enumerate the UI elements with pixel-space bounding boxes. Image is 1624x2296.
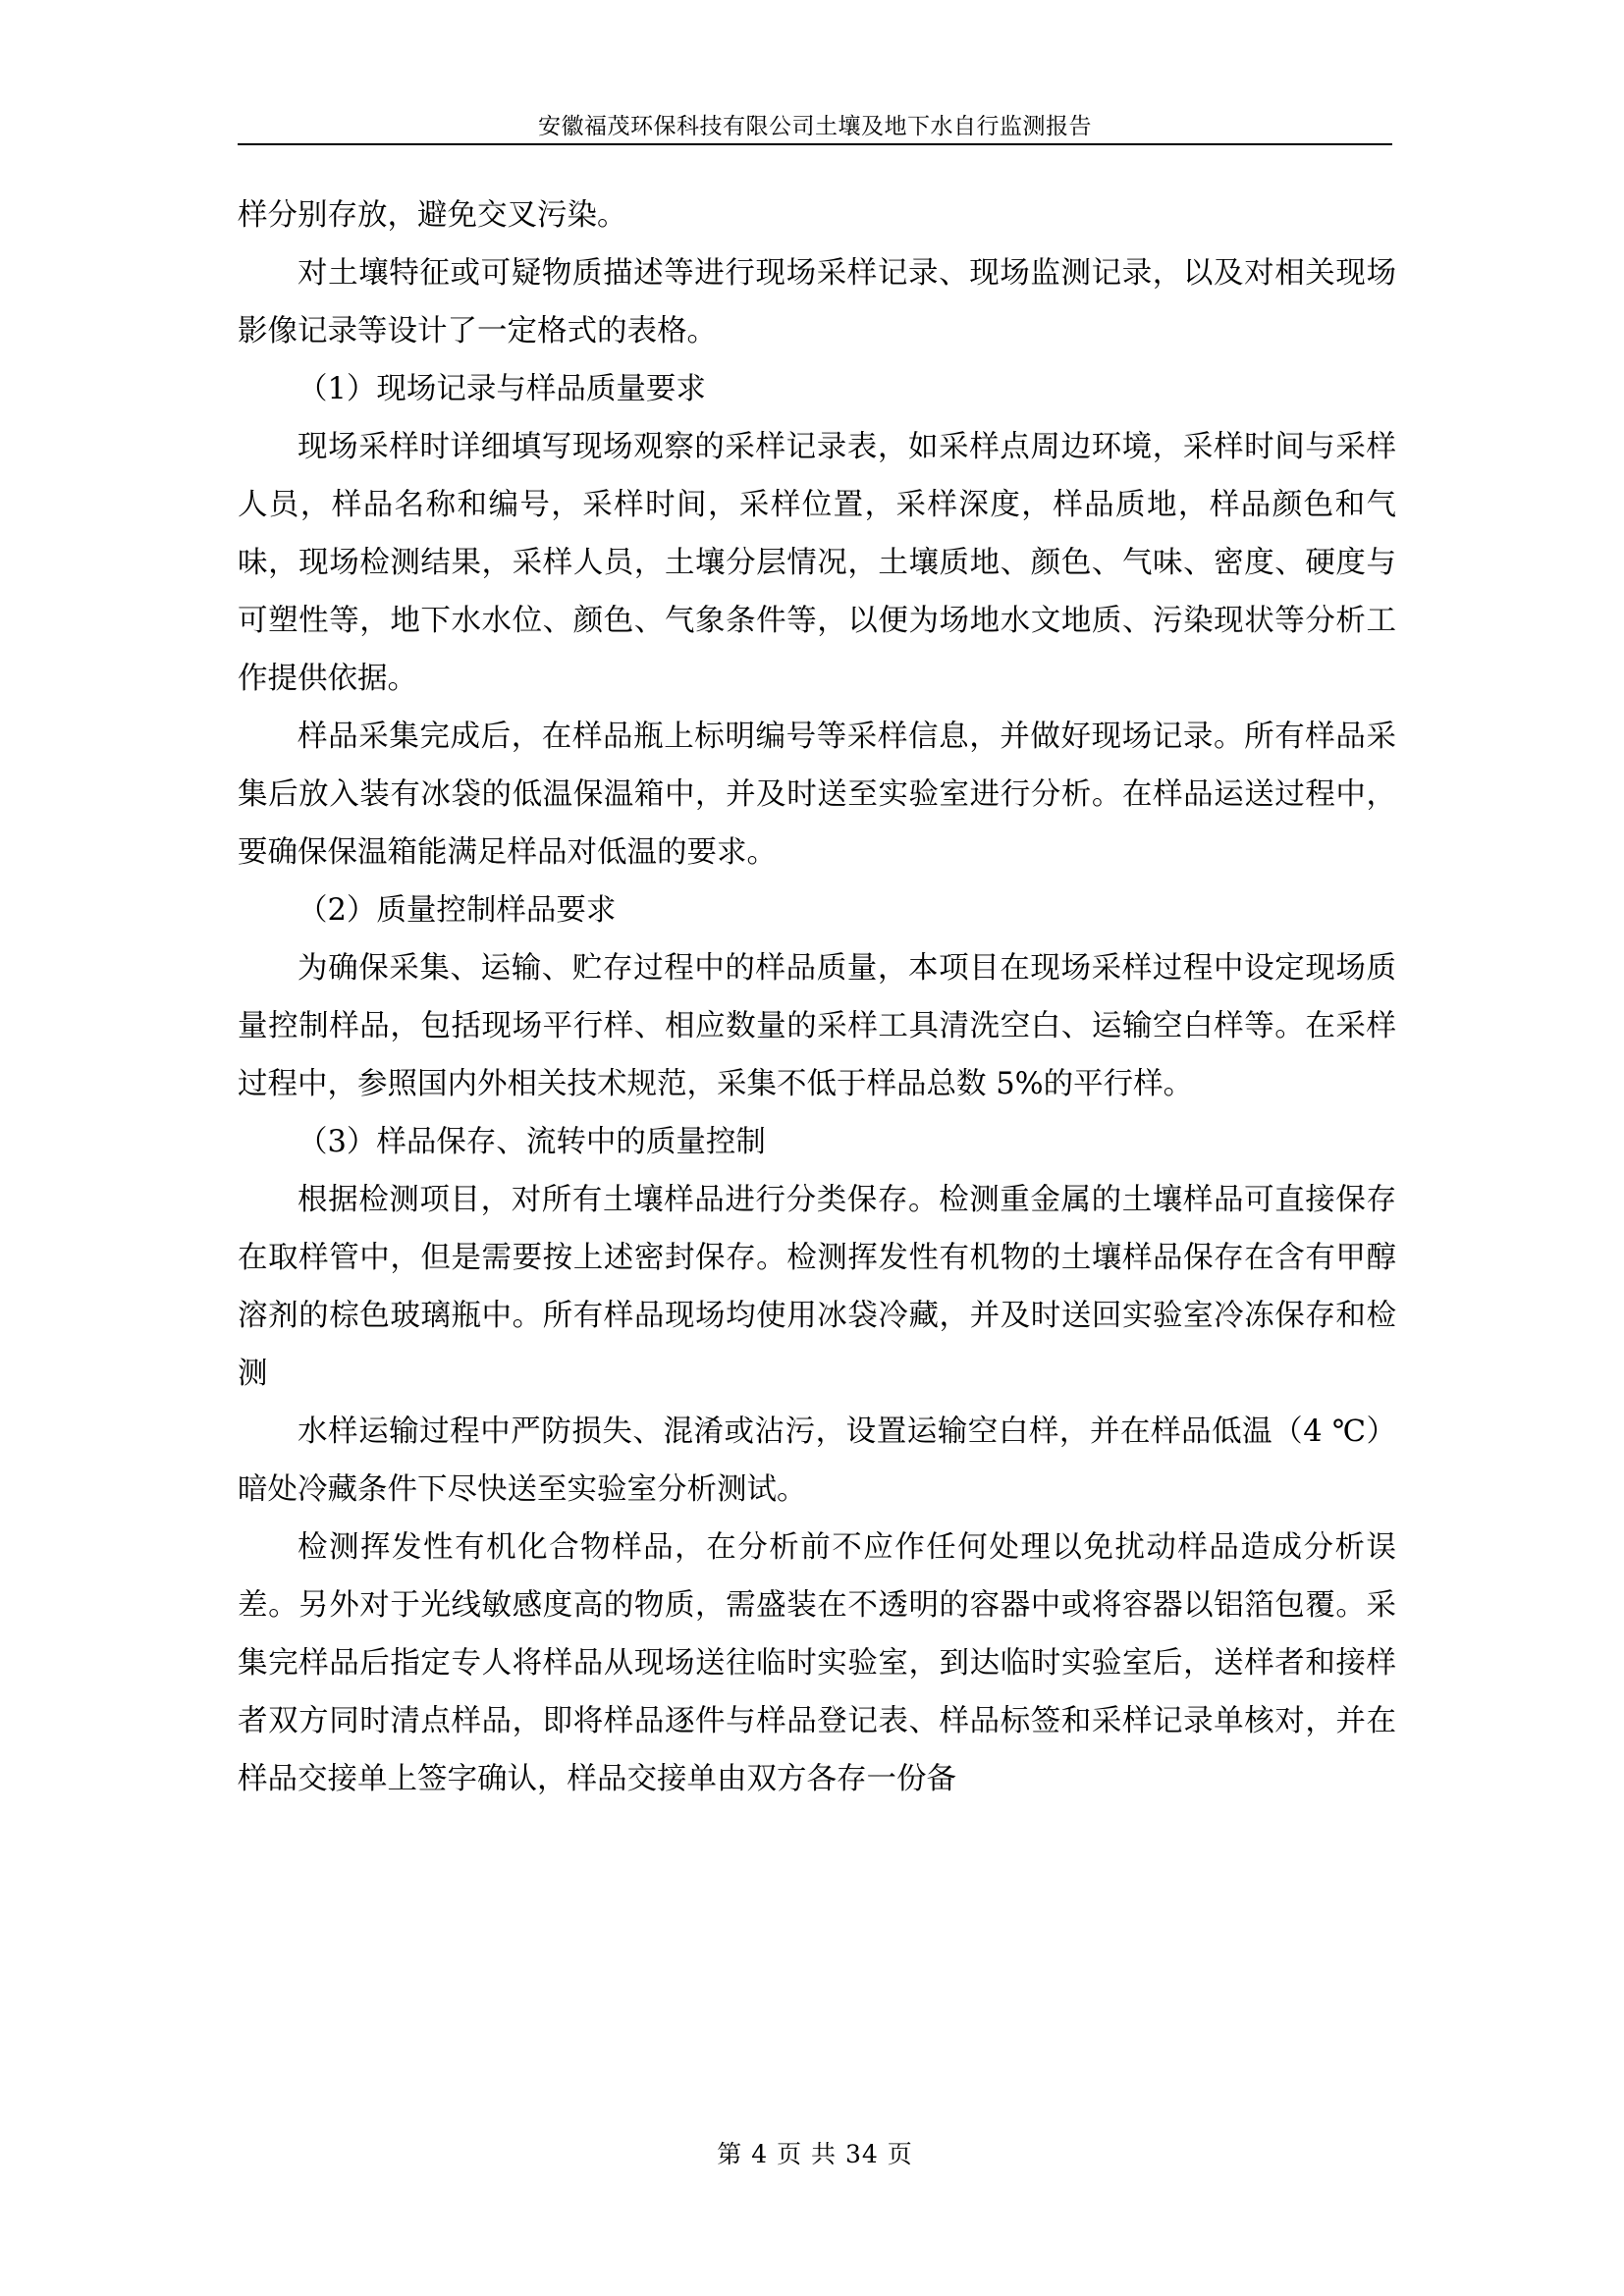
paragraph: 现场采样时详细填写现场观察的采样记录表，如采样点周边环境，采样时间与采样人员，样品名称和编号，采样时间，采样位置，采样深度，样品质地，样品颜色和气味，现场检测结果，采样人员，土壤分层情况，土壤质地、颜色、气味、密度、硬度与可塑性等，地下水水位、颜色、气象条件等，以便为场地水文地质、污染现状等分析工作提供依据。	[238, 430, 1396, 696]
paragraph: （3）样品保存、流转中的质量控制	[298, 1125, 766, 1159]
paragraph: 为确保采集、运输、贮存过程中的样品质量，本项目在现场采样过程中设定现场质量控制样品，包括现场平行样、相应数量的采样工具清洗空白、运输空白样等。在采样过程中，参照国内外相关技术规范，采集不低于样品总数 5%的平行样。	[238, 951, 1396, 1101]
page-header-title: 安徽福茂环保科技有限公司土壤及地下水自行监测报告	[538, 114, 1092, 139]
paragraph: 样品采集完成后，在样品瓶上标明编号等采样信息，并做好现场记录。所有样品采集后放入装有冰袋的低温保温箱中，并及时送至实验室进行分析。在样品运送过程中，要确保保温箱能满足样品对低温的要求。	[238, 720, 1396, 870]
page-footer: 第 4 页 共 34 页	[717, 2140, 913, 2168]
paragraph: （1）现场记录与样品质量要求	[298, 372, 706, 406]
paragraph: 检测挥发性有机化合物样品，在分析前不应作任何处理以免扰动样品造成分析误差。另外对于光线敏感度高的物质，需盛装在不透明的容器中或将容器以铝箔包覆。采集完样品后指定专人将样品从现场送往临时实验室，到达临时实验室后，送样者和接样者双方同时清点样品，即将样品逐件与样品登记表、样品标签和采样记录单核对，并在样品交接单上签字确认，样品交接单由双方各存一份备	[238, 1530, 1396, 1796]
paragraph: （2）质量控制样品要求	[298, 893, 617, 928]
document-body	[238, 187, 1396, 1808]
paragraph: 水样运输过程中严防损失、混淆或沾污，设置运输空白样，并在样品低温（4 ℃）暗处冷藏条件下尽快送至实验室分析测试。	[238, 1415, 1396, 1507]
paragraph: 根据检测项目，对所有土壤样品进行分类保存。检测重金属的土壤样品可直接保存在取样管中，但是需要按上述密封保存。检测挥发性有机物的土壤样品保存在含有甲醇溶剂的棕色玻璃瓶中。所有样品现场均使用冰袋冷藏，并及时送回实验室冷冻保存和检测	[238, 1183, 1396, 1391]
paragraph: 样分别存放，避免交叉污染。	[238, 198, 627, 233]
header-divider	[238, 143, 1392, 145]
paragraph: 对土壤特征或可疑物质描述等进行现场采样记录、现场监测记录，以及对相关现场影像记录等设计了一定格式的表格。	[238, 256, 1396, 348]
